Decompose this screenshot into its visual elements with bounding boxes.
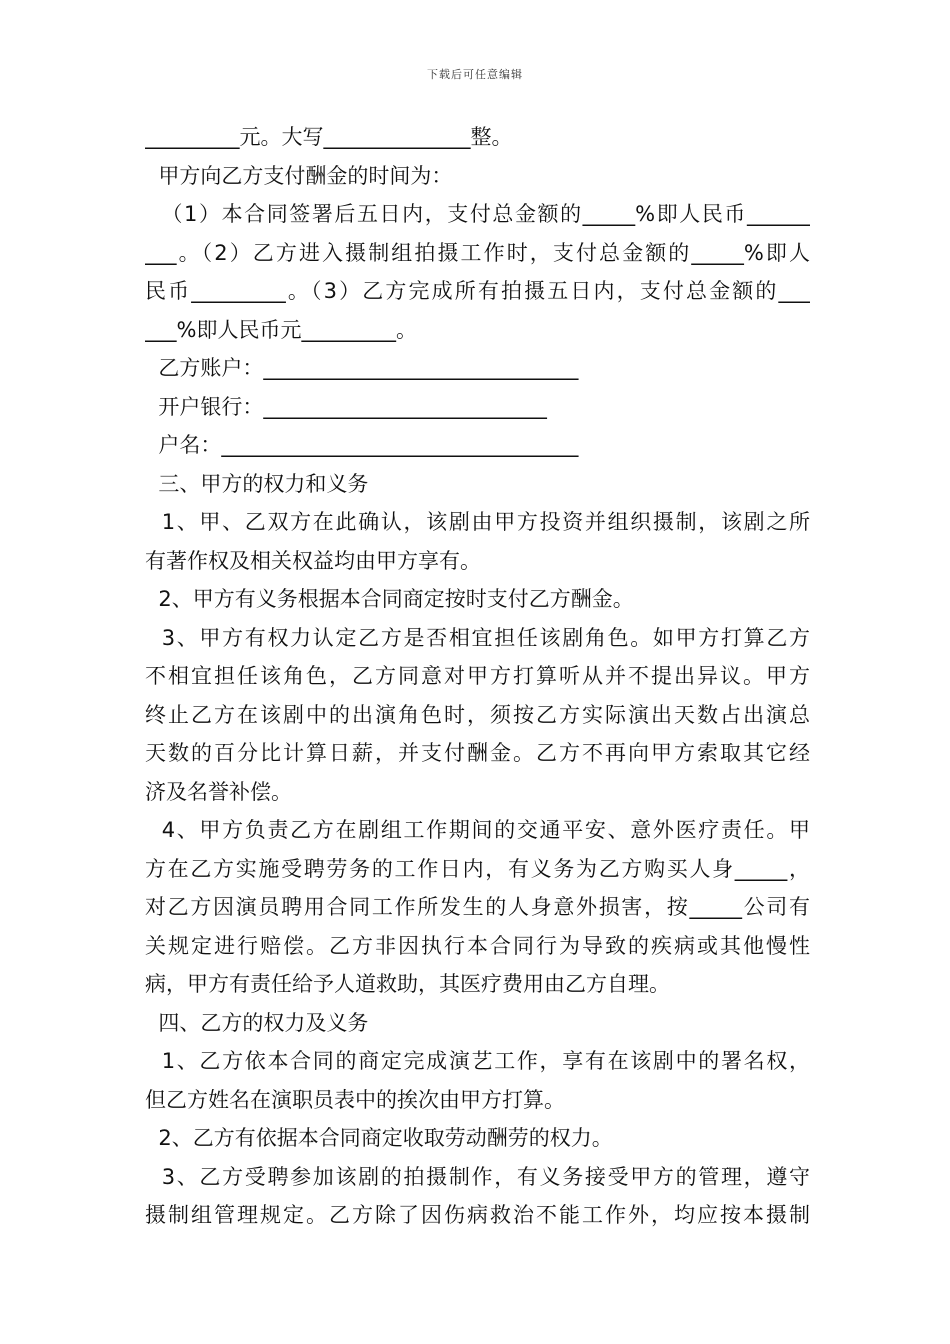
section-heading: 三、甲方的权力和义务 <box>145 471 369 496</box>
text-line: 1、乙方依本合同的商定完成演艺工作，享有在该剧中的署名权， <box>145 1049 810 1073</box>
text-line: 2、甲方有义务根据本合同商定按时支付乙方酬金。 <box>145 587 634 611</box>
text-line: 济及名誉补偿。 <box>145 779 292 804</box>
text-line: 有著作权及相关权益均由甲方享有。 <box>145 548 481 573</box>
document-body <box>145 118 810 1235</box>
text-line: 4、甲方负责乙方在剧组工作期间的交通平安、意外医疗责任。甲 <box>145 818 810 842</box>
text-line: 终止乙方在该剧中的出演角色时，须按乙方实际演出天数占出演总 <box>145 702 810 727</box>
text-line: 摄制组管理规定。乙方除了因伤病救治不能工作外，均应按本摄制 <box>145 1203 810 1227</box>
text-line: 乙方账户：______________________________ <box>145 356 579 380</box>
text-line: 关规定进行赔偿。乙方非因执行本合同行为导致的疾病或其他慢性 <box>145 933 810 958</box>
text-line: 但乙方姓名在演职员表中的挨次由甲方打算。 <box>145 1087 565 1112</box>
text-line: 民币_________。（3）乙方完成所有拍摄五日内，支付总金额的___ <box>145 279 810 303</box>
text-line: （1）本合同签署后五日内，支付总金额的_____%即人民币______ <box>145 202 810 226</box>
text-line: ___%即人民币元_________。 <box>145 317 417 342</box>
text-line: 天数的百分比计算日薪，并支付酬金。乙方不再向甲方索取其它经 <box>145 741 810 765</box>
text-line: 方在乙方实施受聘劳务的工作日内，有义务为乙方购买人身_____， <box>145 856 810 881</box>
text-line: 甲方向乙方支付酬金的时间为： <box>145 163 453 188</box>
text-line: 户名：__________________________________ <box>145 433 579 457</box>
text-line: 2、乙方有依据本合同商定收取劳动酬劳的权力。 <box>145 1126 613 1150</box>
text-line: 病，甲方有责任给予人道救助，其医疗费用由乙方自理。 <box>145 972 670 996</box>
text-line: 1、甲、乙双方在此确认，该剧由甲方投资并组织摄制，该剧之所 <box>145 510 810 534</box>
text-line: _________元。大写______________整。 <box>145 125 513 149</box>
text-line: 不相宜担任该角色，乙方同意对甲方打算听从并不提出异议。甲方 <box>145 664 810 688</box>
section-heading: 四、乙方的权力及义务 <box>145 1010 369 1035</box>
header-note: 下载后可任意编辑 <box>427 68 523 81</box>
text-line: 开户银行：___________________________ <box>145 394 547 419</box>
text-line: 对乙方因演员聘用合同工作所发生的人身意外损害，按_____公司有 <box>145 895 810 919</box>
text-line: 3、乙方受聘参加该剧的拍摄制作，有义务接受甲方的管理，遵守 <box>145 1164 810 1189</box>
text-line: 3、甲方有权力认定乙方是否相宜担任该剧角色。如甲方打算乙方 <box>145 625 810 650</box>
text-line: ___。（2）乙方进入摄制组拍摄工作时，支付总金额的_____%即人 <box>145 240 810 265</box>
